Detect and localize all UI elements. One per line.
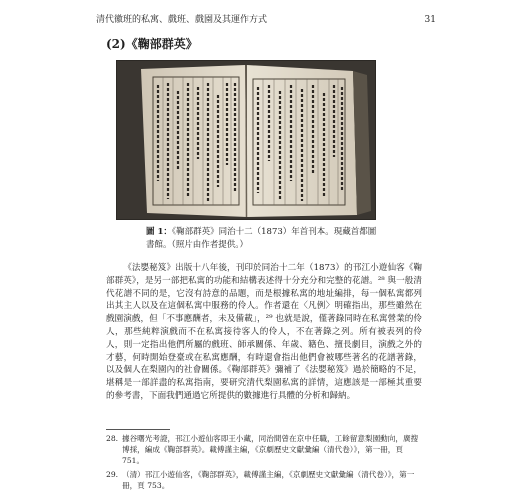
section-title: (2)《鞠部群英》 [106, 37, 198, 51]
footnote-number: 29. [106, 469, 119, 479]
book-photo-image [117, 61, 376, 220]
figure-caption [146, 226, 382, 252]
figure-label: 圖 1： [146, 227, 172, 237]
figure-caption-text: 《鞠部群英》同治十二（1873）年首刊本。現藏首都圖書館。（照片由作者提供。） [146, 227, 377, 250]
footnote-28 [106, 433, 422, 467]
footnote-29 [106, 469, 422, 491]
body-paragraph: 《法嬰秘笈》出版十八年後，刊印於同治十二年（1873）的邗江小遊仙客《鞠部群英》，是另一部把私寓的功能和結構表述得十分充分和完整的花譜。²⁸ 與一般清代花譜不同的是，它沒有詩意的品題，而是根據私寓的地址編排，每一個私寓都列出其主人以及在這個私寓中服務的伶人。作者還在〈凡例〉明確指出，那些雖然在戲園演戲，但「不事應酬者，未及備載」，²⁹ 也就是說，僅著錄同時在私寓營業的伶人，那些純粹演戲而不在私寓接待客人的伶人，不在著錄之列。所有被表列的伶人，則一定指出他們所屬的戲班、師承關係、年歲、籍色、擅長劇目，演戲之外的才藝，何時開始登臺或在私寓應酬，有時還會指出他們會被哪些著名的花譜著錄，以及個人在梨園內的社會關係。《鞠部群英》彌補了《法嬰秘笈》過於簡略的不足，堪稱是一部詳盡的私寓指南，要研究清代梨園私寓的詳情，這應該是一部極其重要的參考書，下面我們通過它所提供的數據進行具體的分析和歸納。 [106, 263, 422, 401]
footnote-text: 據谷曙光考證，邗江小遊仙客即王小藏，同治間曾在京中任職，工餘留意梨園動向，廣搜博採，編成《鞠部群英》。載傅謹主編，《京劇歷史文獻彙編（清代卷）》，第一冊，頁 751。 [122, 434, 419, 466]
footnote-number: 28. [106, 434, 119, 443]
running-title: 清代徽班的私寓、戲班、戲園及其運作方式 [96, 15, 268, 25]
footnote-divider [106, 429, 170, 430]
running-head [96, 14, 436, 26]
footnote-text: （清）邗江小遊仙客，《鞠部群英》，載傅謹主編，《京劇歷史文獻彙編（清代卷）》，第一冊，頁 753。 [122, 469, 415, 490]
footnotes [106, 433, 422, 493]
body-text [106, 262, 422, 403]
book-photo [116, 60, 376, 220]
page-number: 31 [424, 15, 436, 25]
